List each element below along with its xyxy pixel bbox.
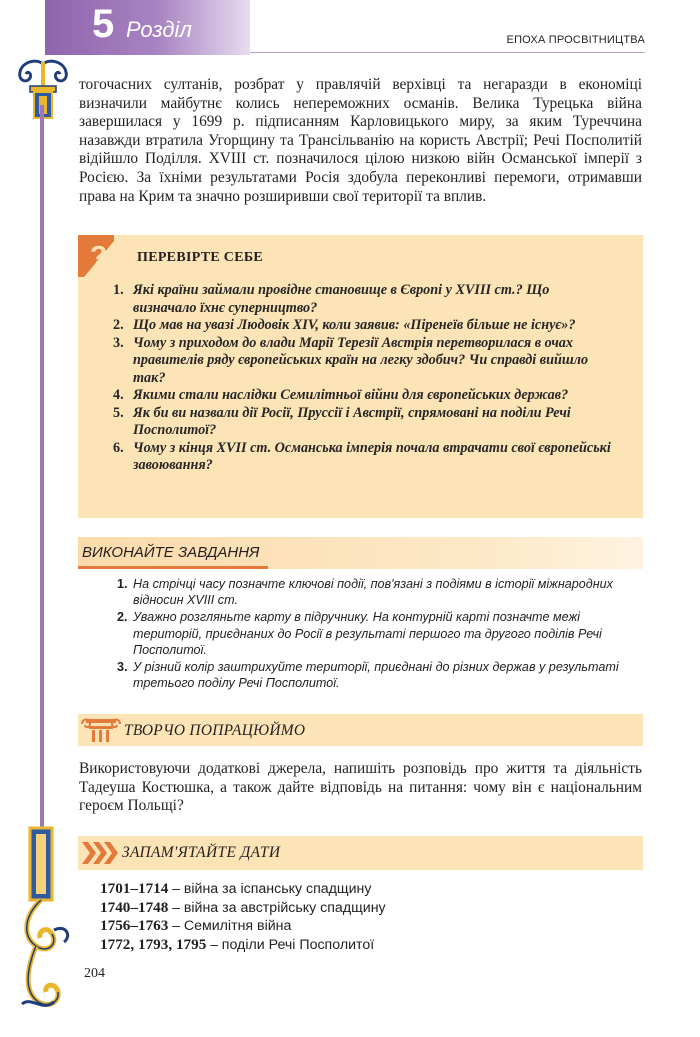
- list-item: [117, 659, 645, 691]
- item-text: На стрічці часу позначте ключові події, пов'язані з подіями в історії міжнародних відносин XVIII ст.: [133, 577, 613, 608]
- item-text: Як би ви назвали дії Росії, Пруссії і Австрії, спрямовані на поділи Речі Посполитої?: [133, 404, 571, 438]
- header-rule: [250, 52, 645, 53]
- list-item: [117, 609, 645, 658]
- date-event: Семилітня війна: [183, 918, 292, 935]
- item-number: 5.: [113, 404, 124, 421]
- margin-rule: [40, 105, 44, 825]
- page-number: 204: [84, 966, 105, 981]
- item-number: 2.: [113, 317, 124, 333]
- question-mark-icon: [78, 235, 114, 277]
- item-text: Чому з кінця XVII ст. Османська імперія почала втрачати свої європейські завоювання?: [133, 439, 611, 473]
- date-event: війна за іспанську спадщину: [183, 881, 372, 897]
- list-item: 1756–1763 – Семилітня війна: [100, 917, 292, 935]
- item-number: 3.: [113, 334, 124, 351]
- dragon-ornament-icon: [14, 826, 74, 1016]
- list-item: 1740–1748 – війна за австрійську спадщину: [100, 898, 386, 916]
- chevrons-right-icon: [82, 840, 118, 866]
- item-text: Які країни займали провідне становище в Європі у XVIII ст.? Що визначало їхнє суперництво?: [133, 282, 550, 316]
- item-number: 3.: [117, 660, 128, 675]
- item-text: Уважно розгляньте карту в підручнику. На контурній карті позначте межі територій, приєднаних до Росії в результаті першого та другого поділів Речі Посполитої.: [133, 610, 602, 657]
- svg-text:?: ?: [90, 240, 108, 271]
- date-years: 1740–1748: [100, 898, 169, 916]
- list-item: 1772, 1793, 1795 – поділи Речі Посполитої: [100, 935, 375, 953]
- date-years: 1772, 1793, 1795: [100, 935, 207, 953]
- list-item: [113, 317, 616, 335]
- tasks-title: ВИКОНАЙТЕ ЗАВДАННЯ: [82, 544, 260, 561]
- dates-list: [100, 880, 386, 954]
- column-capital-icon: [80, 716, 122, 744]
- creative-title: ТВОРЧО ПОПРАЦЮЙМО: [124, 722, 306, 739]
- item-text: У різний колір заштрихуйте території, приєднані до різних держав у результаті третього поділу Речі Посполитої.: [133, 660, 619, 691]
- list-item: 1701–1714 – війна за іспанську спадщину: [100, 880, 372, 897]
- item-number: 6.: [113, 439, 124, 456]
- date-years: 1701–1714: [100, 880, 169, 897]
- item-number: 4.: [113, 387, 124, 403]
- creative-paragraph: Використовуючи додаткові джерела, напишіть розповідь про життя та діяльність Тадеуша Костюшка, а також дайте відповідь на питання: чому він є національним героєм Польщі?: [79, 760, 642, 815]
- list-item: [113, 335, 616, 388]
- item-number: 1.: [113, 282, 124, 298]
- check-yourself-title: ПЕРЕВІРТЕ СЕБЕ: [137, 250, 264, 265]
- tasks-underline: [78, 566, 268, 569]
- question-list: [113, 282, 616, 475]
- list-item: [113, 405, 616, 440]
- list-item: [117, 576, 645, 608]
- date-event: поділи Речі Посполитої: [221, 936, 375, 953]
- chapter-number: 5: [92, 2, 115, 46]
- item-text: Чому з приходом до влади Марії Терезії Австрія перетворилася в очах правителів ряду європейських країн на легку здобич? Чи справді вийшло так?: [133, 334, 589, 386]
- item-text: Якими стали наслідки Семилітньої війни для європейських держав?: [133, 387, 569, 403]
- intro-paragraph: тогочасних султанів, розбрат у правлячій верхівці та негаразди в економіці визначили майбутнє колись непереможних османів. Велика Турецька війна завершилася у 1699 р. підписанням Карловицького миру, за яким Туреччина назавжди втратила Угорщину та Трансільванію на користь Австрії; Речі Посполитій відійшло Поділля. XVIII ст. позначилося цілою низкою війн Османської імперії з Росією. За їхніми результатами Росія здобула переконливі перемоги, отримавши права на Крим та значно розширивши свої території та вплив.: [79, 76, 642, 205]
- task-list: [117, 576, 645, 692]
- item-number: 1.: [117, 577, 128, 591]
- date-years: 1756–1763: [100, 917, 169, 935]
- item-text: Що мав на увазі Людовік XIV, коли заявив: «Піренеїв більше не існує»?: [133, 317, 576, 333]
- date-event: війна за австрійську спадщину: [183, 899, 386, 916]
- chapter-word: Розділ: [126, 17, 192, 42]
- list-item: [113, 282, 616, 317]
- dates-title: ЗАПАМ'ЯТАЙТЕ ДАТИ: [122, 844, 281, 861]
- list-item: [113, 440, 616, 475]
- item-number: 2.: [117, 610, 128, 625]
- running-title: ЕПОХА ПРОСВІТНИЦТВА: [506, 34, 645, 46]
- list-item: [113, 387, 616, 405]
